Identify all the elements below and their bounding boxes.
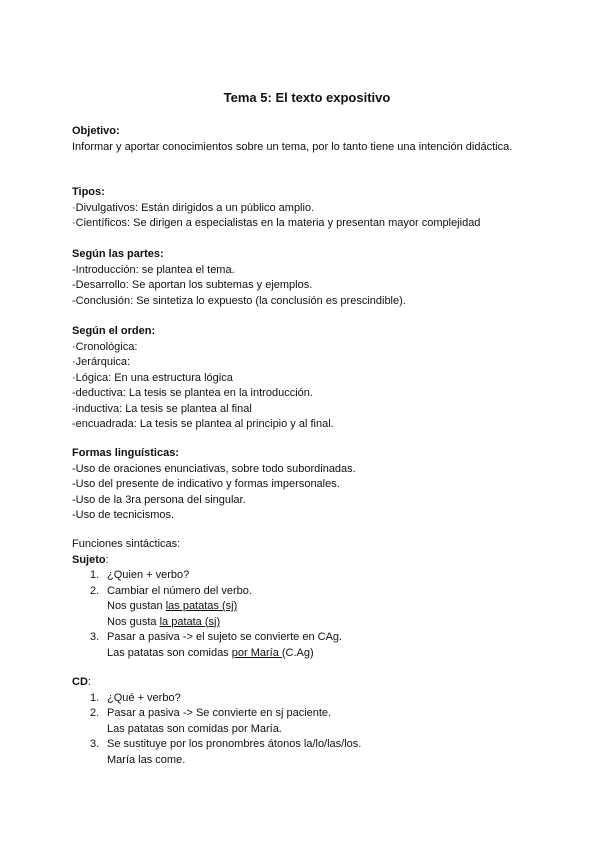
section-partes	[72, 247, 542, 309]
list-item: -deductiva: La tesis se plantea en la introducción.	[72, 387, 313, 399]
heading-colon: :	[87, 676, 91, 688]
sujeto-list	[72, 568, 542, 661]
list-item	[72, 584, 542, 631]
list-item	[72, 691, 542, 707]
example-line	[107, 646, 542, 662]
section-formas	[72, 446, 542, 524]
list-text: Se sustituye por los pronombres átonos la/lo/las/los.	[107, 738, 362, 750]
list-item: -Uso de la 3ra persona del singular.	[72, 493, 246, 506]
list-text: Pasar a pasiva -> el sujeto se convierte en CAg.	[107, 631, 343, 643]
list-number: 2.	[90, 707, 100, 719]
list-item: -encuadrada: La tesis se plantea al principio y al final.	[72, 418, 334, 430]
list-item: ·Científicos: Se dirigen a especialistas en la materia y presentan mayor complejidad	[72, 217, 481, 229]
list-text: Cambiar el número del verbo.	[107, 584, 252, 597]
example-underlined: por María	[231, 646, 282, 659]
list-text: ¿Qué + verbo?	[107, 691, 181, 704]
section-tipos	[72, 185, 542, 232]
list-item: ·Lógica: En una estructura lógica	[72, 371, 233, 384]
list-item: -Uso del presente de indicativo y formas impersonales.	[72, 478, 340, 490]
example-line	[107, 615, 542, 631]
list-item: -Conclusión: Se sintetiza lo expuesto (la conclusión es prescindible).	[72, 294, 406, 307]
list-item: -Introducción: se plantea el tema.	[72, 263, 235, 276]
example-underlined: las patatas (sj)	[165, 600, 238, 612]
list-text: ¿Quien + verbo?	[107, 569, 190, 581]
list-number: 2.	[90, 584, 100, 597]
section-heading: Formas linguísticas:	[72, 447, 179, 459]
list-item	[72, 706, 542, 737]
list-item: ·Jerárquica:	[72, 356, 131, 368]
list-item: -Uso de oraciones enunciativas, sobre todo subordinadas.	[72, 462, 356, 475]
section-text: Informar y aportar conocimientos sobre un tema, por lo tanto tiene una intención didáctica.	[72, 140, 513, 153]
section-heading: CD	[72, 676, 88, 688]
list-item	[72, 630, 542, 661]
list-number: 3.	[90, 738, 100, 750]
example-text: Nos gusta	[107, 615, 160, 628]
list-item	[72, 737, 542, 768]
example-line: Las patatas son comidas por María.	[107, 722, 282, 735]
example-text: (C.Ag)	[281, 646, 314, 659]
section-heading: Según las partes:	[72, 248, 164, 260]
example-text: Las patatas son comidas	[107, 646, 232, 659]
section-heading: Tipos:	[72, 186, 105, 198]
list-number: 3.	[90, 631, 100, 643]
section-cd	[72, 675, 542, 768]
section-heading: Sujeto	[72, 553, 106, 566]
example-line	[107, 599, 542, 615]
section-intro: Funciones sintácticas:	[72, 538, 181, 550]
section-funciones	[72, 537, 542, 661]
list-item: -Desarrollo: Se aportan los subtemas y ejemplos.	[72, 279, 313, 291]
page-title: Tema 5: El texto expositivo	[223, 90, 391, 105]
section-orden	[72, 324, 542, 433]
example-underlined: la patata (sj)	[159, 615, 221, 628]
list-number: 1.	[90, 569, 100, 581]
list-number: 1.	[90, 691, 100, 704]
example-line: María las come.	[107, 753, 186, 766]
list-text: Pasar a pasiva -> Se convierte en sj paciente.	[107, 707, 332, 719]
section-heading: Objetivo:	[72, 125, 120, 137]
list-item: -inductiva: La tesis se plantea al final	[72, 402, 252, 415]
example-text: Nos gustan	[107, 600, 166, 612]
list-item: ·Cronológica:	[72, 340, 138, 353]
list-item	[72, 568, 542, 584]
cd-heading	[72, 675, 542, 691]
list-item: -Uso de tecnicismos.	[72, 509, 175, 521]
section-objetivo	[72, 124, 542, 155]
list-item: ·Divulgativos: Están dirigidos a un público amplio.	[72, 201, 315, 214]
section-heading: Según el orden:	[72, 325, 156, 337]
cd-list	[72, 691, 542, 769]
heading-colon: :	[105, 553, 109, 566]
sujeto-heading	[72, 553, 542, 569]
